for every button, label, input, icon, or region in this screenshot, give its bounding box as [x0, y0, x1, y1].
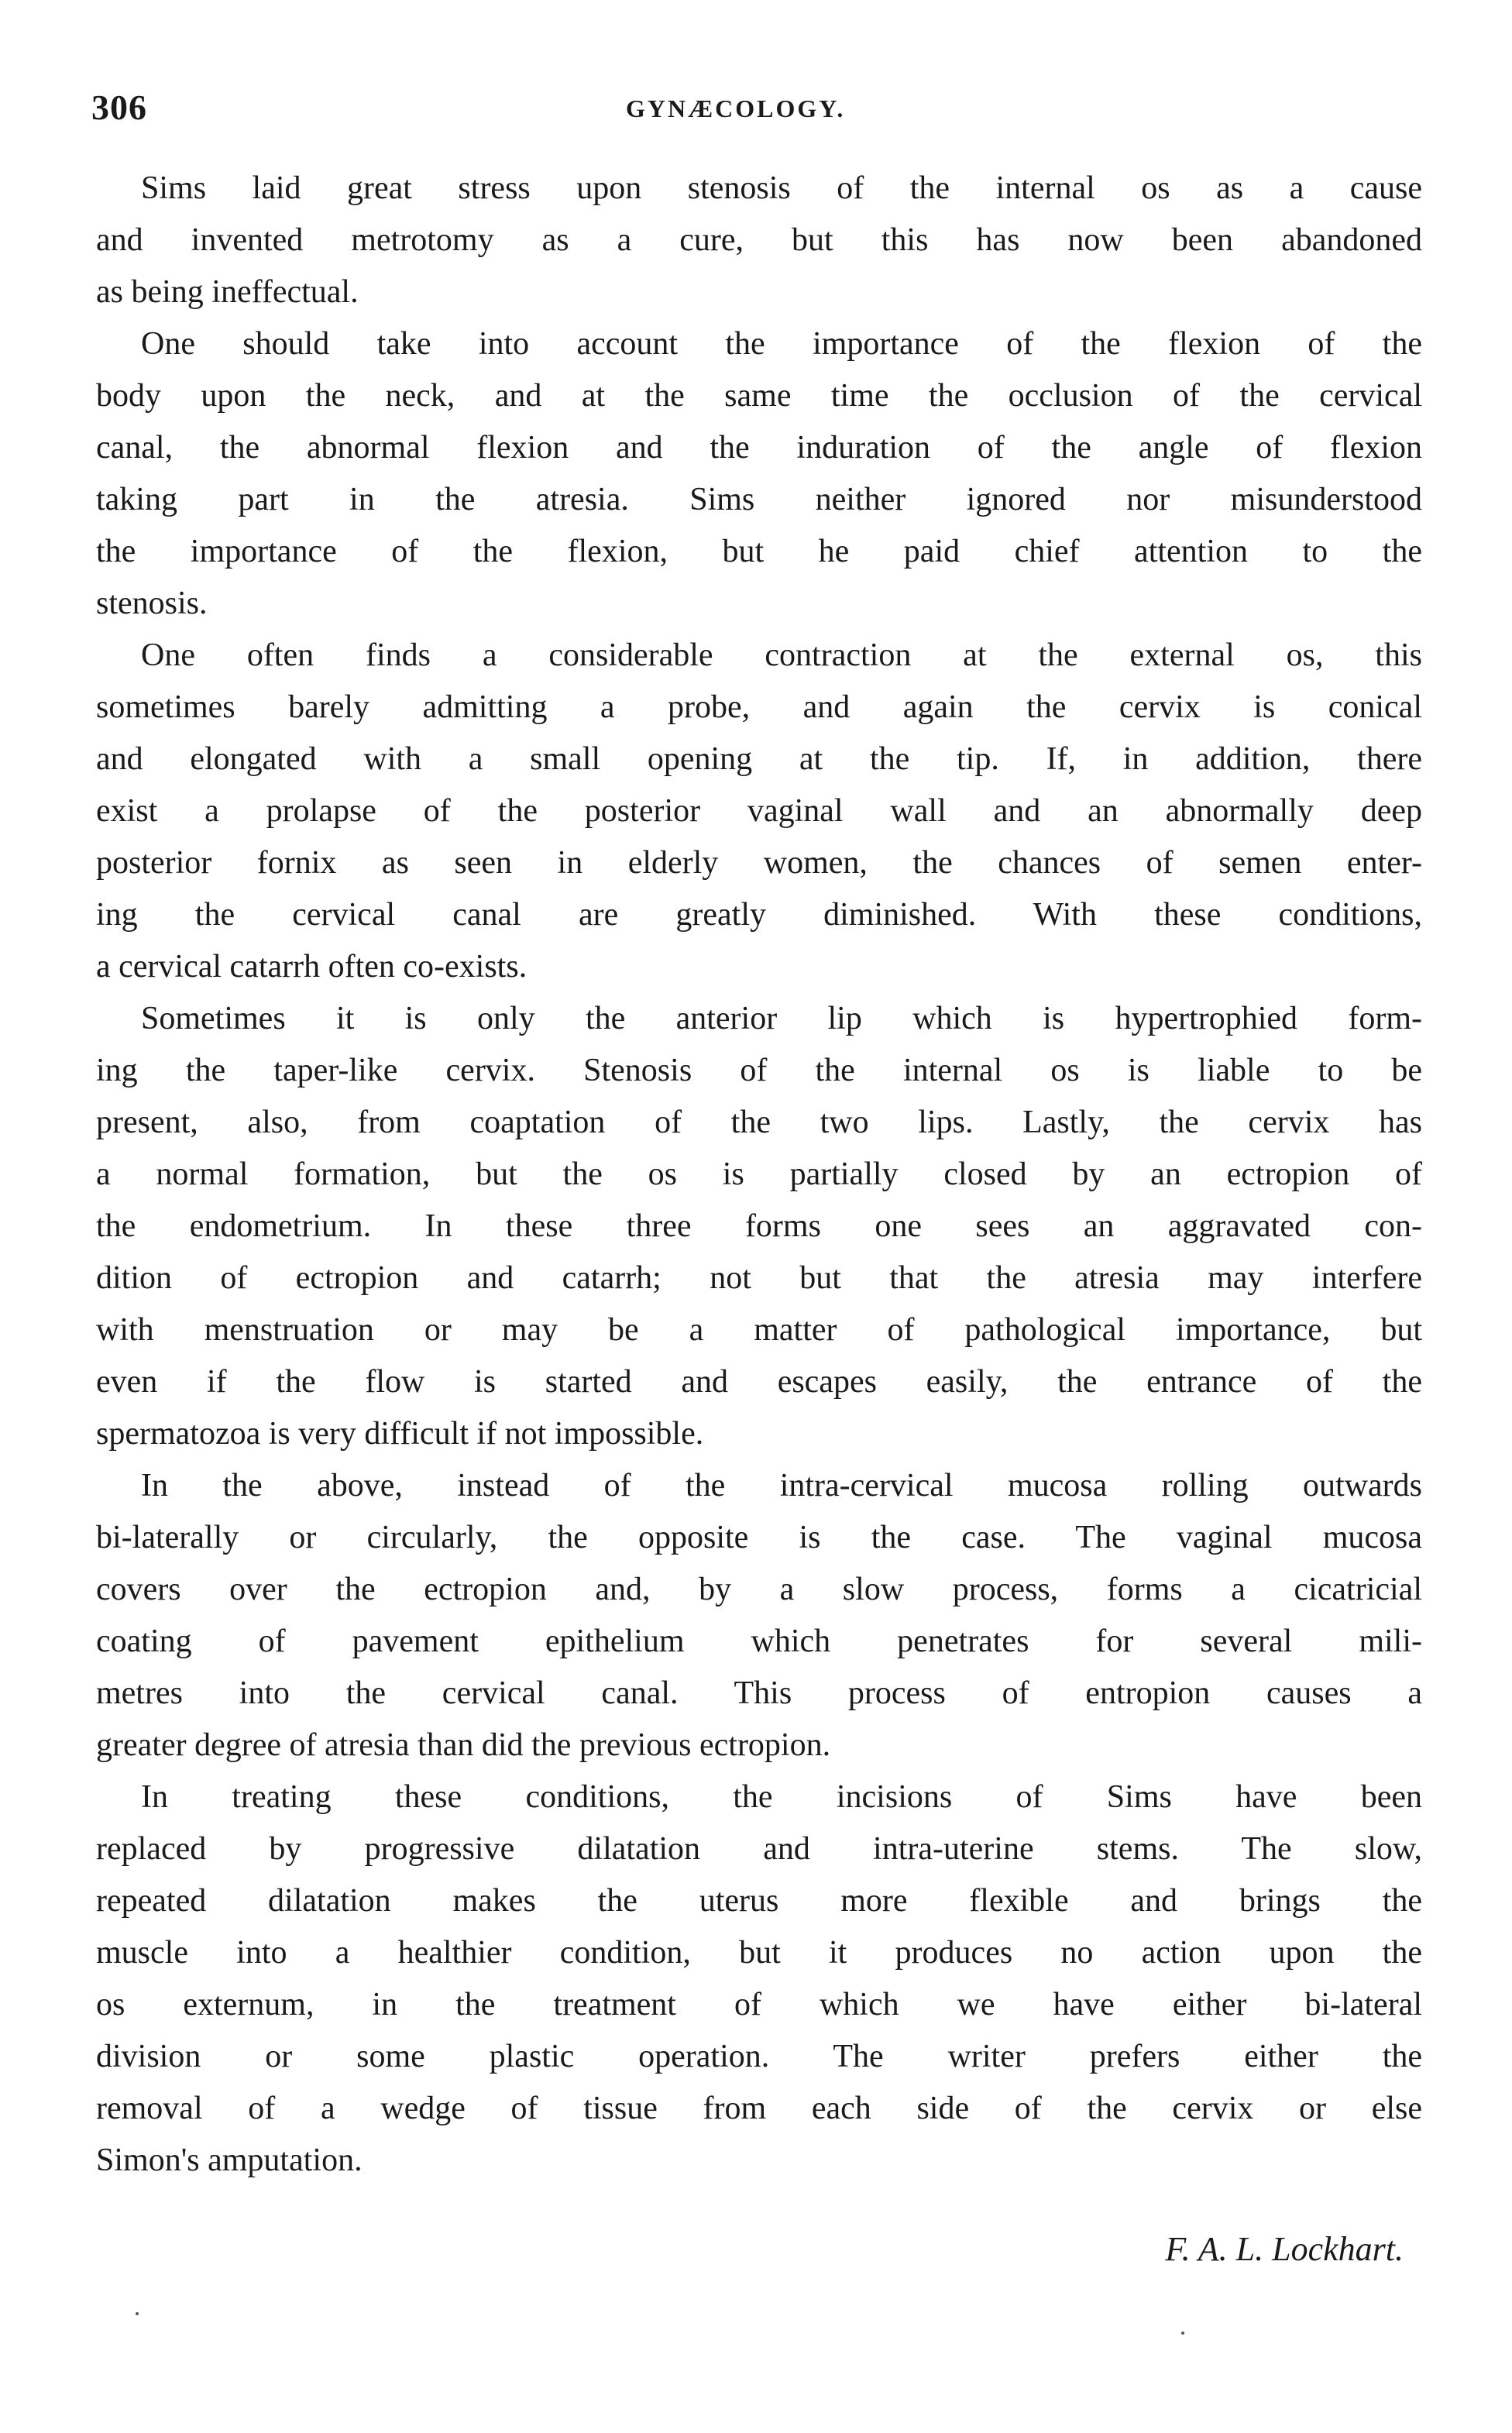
author-signature: F. A. L. Lockhart. — [1165, 2230, 1404, 2268]
text-line: body upon the neck, and at the same time the occlusion of the cervical — [96, 378, 1422, 414]
paragraph — [96, 1460, 1422, 1771]
text-line: exist a prolapse of the posterior vaginal wall and an abnormally deep — [96, 793, 1422, 829]
print-speck — [136, 2312, 139, 2315]
text-line: One often finds a considerable contraction at the external os, this — [141, 637, 1422, 673]
text-line: muscle into a healthier condition, but it produces no action upon the — [96, 1935, 1422, 1971]
text-line: and invented metrotomy as a cure, but this has now been abandoned — [96, 222, 1422, 258]
text-line: removal of a wedge of tissue from each side of the cervix or else — [96, 2091, 1422, 2126]
print-speck — [1181, 2332, 1184, 2335]
text-line: the endometrium. In these three forms one sees an aggravated con- — [96, 1208, 1422, 1244]
text-line: Sims laid great stress upon stenosis of the internal os as a cause — [141, 170, 1422, 206]
text-line: with menstruation or may be a matter of pathological importance, but — [96, 1312, 1422, 1348]
paragraph — [96, 318, 1422, 630]
text-line: posterior fornix as seen in elderly women, the chances of semen enter- — [96, 845, 1422, 881]
text-line: a cervical catarrh often co-exists. — [96, 949, 527, 985]
text-line: replaced by progressive dilatation and intra-uterine stems. The slow, — [96, 1831, 1422, 1867]
text-line: In the above, instead of the intra-cervical mucosa rolling outwards — [141, 1468, 1422, 1503]
text-line: ing the taper-like cervix. Stenosis of the internal os is liable to be — [96, 1053, 1422, 1088]
text-line: bi-laterally or circularly, the opposite is the case. The vaginal mucosa — [96, 1520, 1422, 1555]
text-line: stenosis. — [96, 586, 208, 621]
body-text — [96, 163, 1422, 2187]
paragraph — [96, 993, 1422, 1460]
text-line: repeated dilatation makes the uterus more flexible and brings the — [96, 1883, 1422, 1919]
text-line: even if the flow is started and escapes easily, the entrance of the — [96, 1364, 1422, 1400]
paragraph — [96, 163, 1422, 318]
text-line: present, also, from coaptation of the two lips. Lastly, the cervix has — [96, 1105, 1422, 1140]
running-title: GYNÆCOLOGY. — [626, 95, 846, 122]
running-head — [91, 87, 1424, 133]
paragraph — [96, 1771, 1422, 2187]
text-line: and elongated with a small opening at the tip. If, in addition, there — [96, 741, 1422, 777]
text-line: greater degree of atresia than did the previous ectropion. — [96, 1727, 831, 1763]
text-line: covers over the ectropion and, by a slow process, forms a cicatricial — [96, 1572, 1422, 1607]
text-line: Sometimes it is only the anterior lip which is hypertrophied form- — [141, 1001, 1422, 1036]
text-line: os externum, in the treatment of which we have either bi-lateral — [96, 1987, 1422, 2022]
text-line: sometimes barely admitting a probe, and again the cervix is conical — [96, 689, 1422, 725]
text-line: canal, the abnormal flexion and the induration of the angle of flexion — [96, 430, 1422, 466]
text-line: One should take into account the importance of the flexion of the — [141, 326, 1422, 362]
text-line: as being ineffectual. — [96, 274, 359, 310]
text-line: a normal formation, but the os is partially closed by an ectropion of — [96, 1156, 1422, 1192]
paragraph — [96, 630, 1422, 993]
text-line: In treating these conditions, the incisions of Sims have been — [141, 1779, 1422, 1815]
text-line: ing the cervical canal are greatly diminished. With these conditions, — [96, 897, 1422, 933]
text-line: metres into the cervical canal. This process of entropion causes a — [96, 1675, 1422, 1711]
text-line: spermatozoa is very difficult if not impossible. — [96, 1416, 704, 1452]
text-line: division or some plastic operation. The writer prefers either the — [96, 2039, 1422, 2074]
text-line: the importance of the flexion, but he paid chief attention to the — [96, 534, 1422, 569]
text-line: taking part in the atresia. Sims neither ignored nor misunderstood — [96, 482, 1422, 517]
text-line: coating of pavement epithelium which penetrates for several mili- — [96, 1624, 1422, 1659]
text-line: Simon's amputation. — [96, 2143, 363, 2178]
page-number: 306 — [91, 88, 147, 127]
text-line: dition of ectropion and catarrh; not but that the atresia may interfere — [96, 1260, 1422, 1296]
